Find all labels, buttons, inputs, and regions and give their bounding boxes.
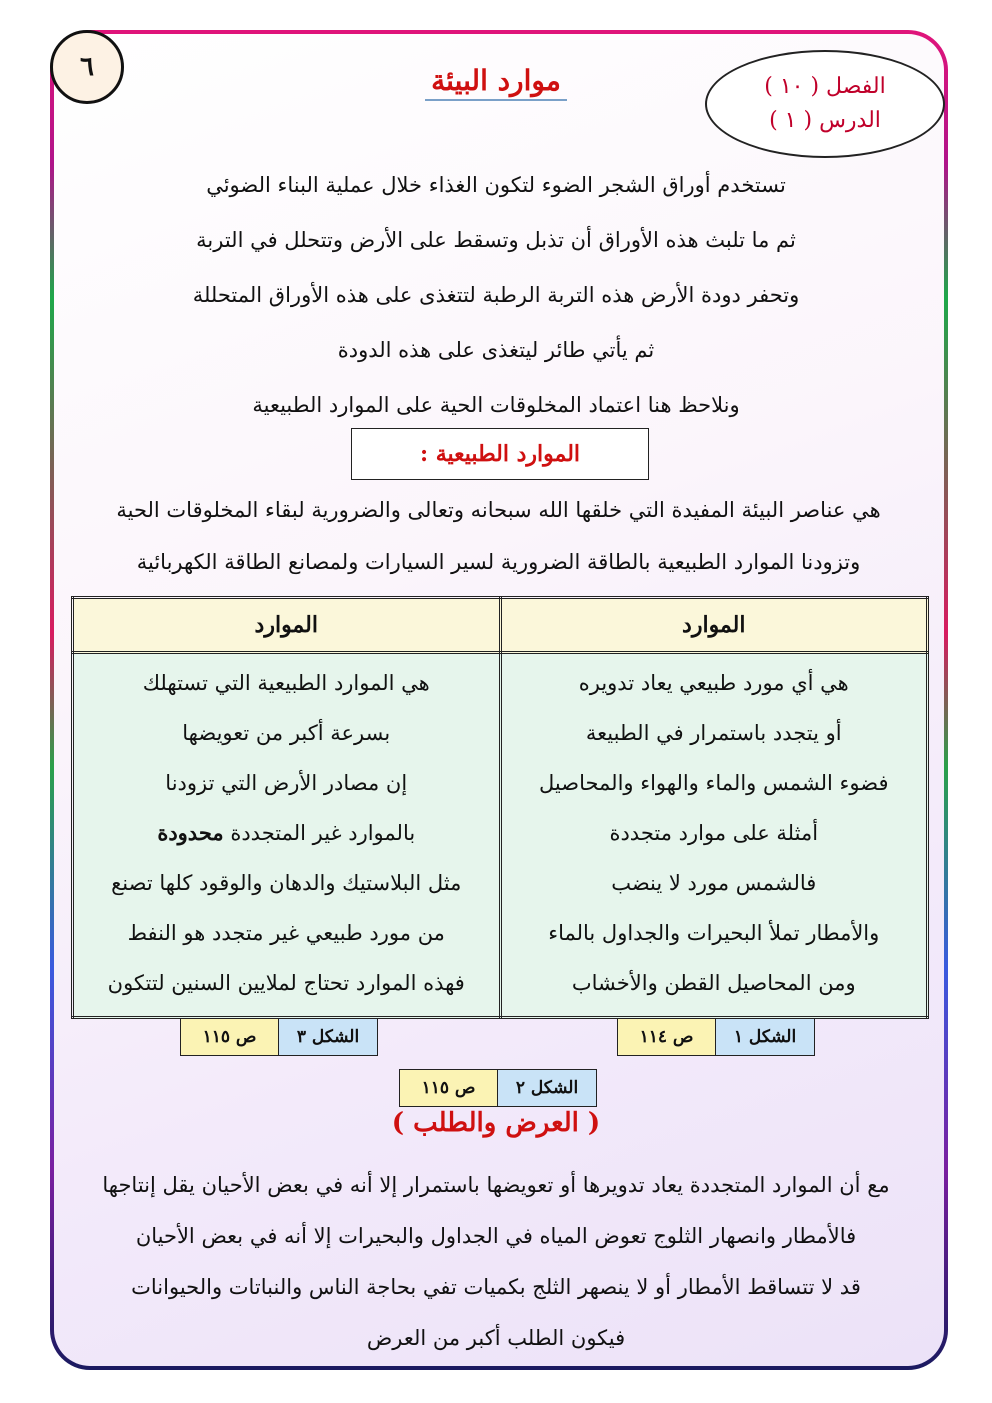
nonrenewable-line-text: بالموارد غير المتجددة: [230, 821, 416, 845]
nonrenewable-line: إن مصادر الأرض التي تزودنا: [165, 771, 408, 795]
lesson-label: الدرس ( ١ ): [769, 108, 881, 133]
nonrenewable-line: هي الموارد الطبيعية التي تستهلك: [142, 671, 430, 695]
intro-line: ثم يأتي طائر ليتغذى على هذه الدودة: [337, 338, 655, 362]
intro-line: ثم ما تلبث هذه الأوراق أن تذبل وتسقط على الأرض وتتحلل في التربة: [196, 228, 796, 252]
resources-table: [71, 596, 929, 1019]
figure-label: الشكل ٣: [278, 1019, 377, 1055]
supply-demand-paragraph: [95, 1160, 897, 1364]
figure-page: ص ١١٤: [618, 1019, 715, 1055]
renewable-header: الموارد: [500, 598, 928, 653]
renewable-line: ومن المحاصيل القطن والأخشاب: [571, 971, 856, 995]
nonrenewable-line: مثل البلاستيك والدهان والوقود كلها تصنع: [111, 871, 462, 895]
nonrenewable-header: الموارد: [73, 598, 501, 653]
intro-line: ونلاحظ هنا اعتماد المخلوقات الحية على الموارد الطبيعية: [252, 393, 740, 417]
figure-label: الشكل ١: [715, 1019, 814, 1055]
supply-demand-line: مع أن الموارد المتجددة يعاد تدويرها أو تعويضها باستمرار إلا أنه في بعض الأحيان يقل إنتاجها: [102, 1173, 890, 1197]
page-number-badge: ٦: [50, 30, 124, 104]
figure-ref-2: [399, 1069, 597, 1107]
page-title-wrap: [0, 64, 992, 101]
renewable-line: أو يتجدد باستمرار في الطبيعة: [585, 721, 842, 745]
renewable-line: والأمطار تملأ البحيرات والجداول بالماء: [548, 921, 880, 945]
nonrenewable-column: [73, 653, 501, 1018]
limited-keyword: محدودة: [157, 820, 224, 845]
nonrenewable-line: [74, 808, 499, 858]
page-title: موارد البيئة: [425, 64, 567, 101]
definition-line: هي عناصر البيئة المفيدة التي خلقها الله سبحانه وتعالى والضرورية لبقاء المخلوقات الحية: [116, 498, 881, 522]
figure-ref-3: [180, 1018, 378, 1056]
intro-line: تستخدم أوراق الشجر الضوء لتكون الغذاء خلال عملية البناء الضوئي: [206, 173, 786, 197]
chapter-label: الفصل ( ١٠ ): [764, 74, 886, 99]
figure-label: الشكل ٢: [497, 1070, 596, 1106]
nonrenewable-line: من مورد طبيعي غير متجدد هو النفط: [127, 921, 445, 945]
renewable-line: فالشمس مورد لا ينضب: [611, 871, 817, 895]
definition-line: وتزودنا الموارد الطبيعية بالطاقة الضرورية لسير السيارات ولمصانع الطاقة الكهربائية: [136, 550, 861, 574]
renewable-line: أمثلة على موارد متجددة: [609, 821, 819, 845]
supply-demand-line: قد لا تتساقط الأمطار أو لا ينصهر الثلج بكميات تفي بحاجة الناس والنباتات والحيوانات: [131, 1275, 861, 1299]
intro-paragraph: [150, 158, 842, 433]
nonrenewable-line: بسرعة أكبر من تعويضها: [182, 721, 391, 745]
figure-page: ص ١١٥: [181, 1019, 278, 1055]
natural-resources-heading: الموارد الطبيعية :: [351, 428, 649, 480]
supply-demand-title: ( العرض والطلب ): [391, 1108, 601, 1138]
renewable-line: فضوء الشمس والماء والهواء والمحاصيل: [539, 771, 889, 795]
supply-demand-line: فالأمطار وانصهار الثلوج تعوض المياه في الجداول والبحيرات إلا أنه في بعض الأحيان: [135, 1224, 857, 1248]
renewable-line: هي أي مورد طبيعي يعاد تدويره: [578, 671, 849, 695]
nonrenewable-line: فهذه الموارد تحتاج لملايين السنين لتتكون: [107, 971, 465, 995]
figure-page: ص ١١٥: [400, 1070, 497, 1106]
renewable-column: [500, 653, 928, 1018]
intro-line: وتحفر دودة الأرض هذه التربة الرطبة لتتغذى على هذه الأوراق المتحللة: [192, 283, 800, 307]
supply-demand-line: فيكون الطلب أكبر من العرض: [366, 1326, 626, 1350]
figure-ref-1: [617, 1018, 815, 1056]
natural-resources-definition: [95, 484, 902, 588]
